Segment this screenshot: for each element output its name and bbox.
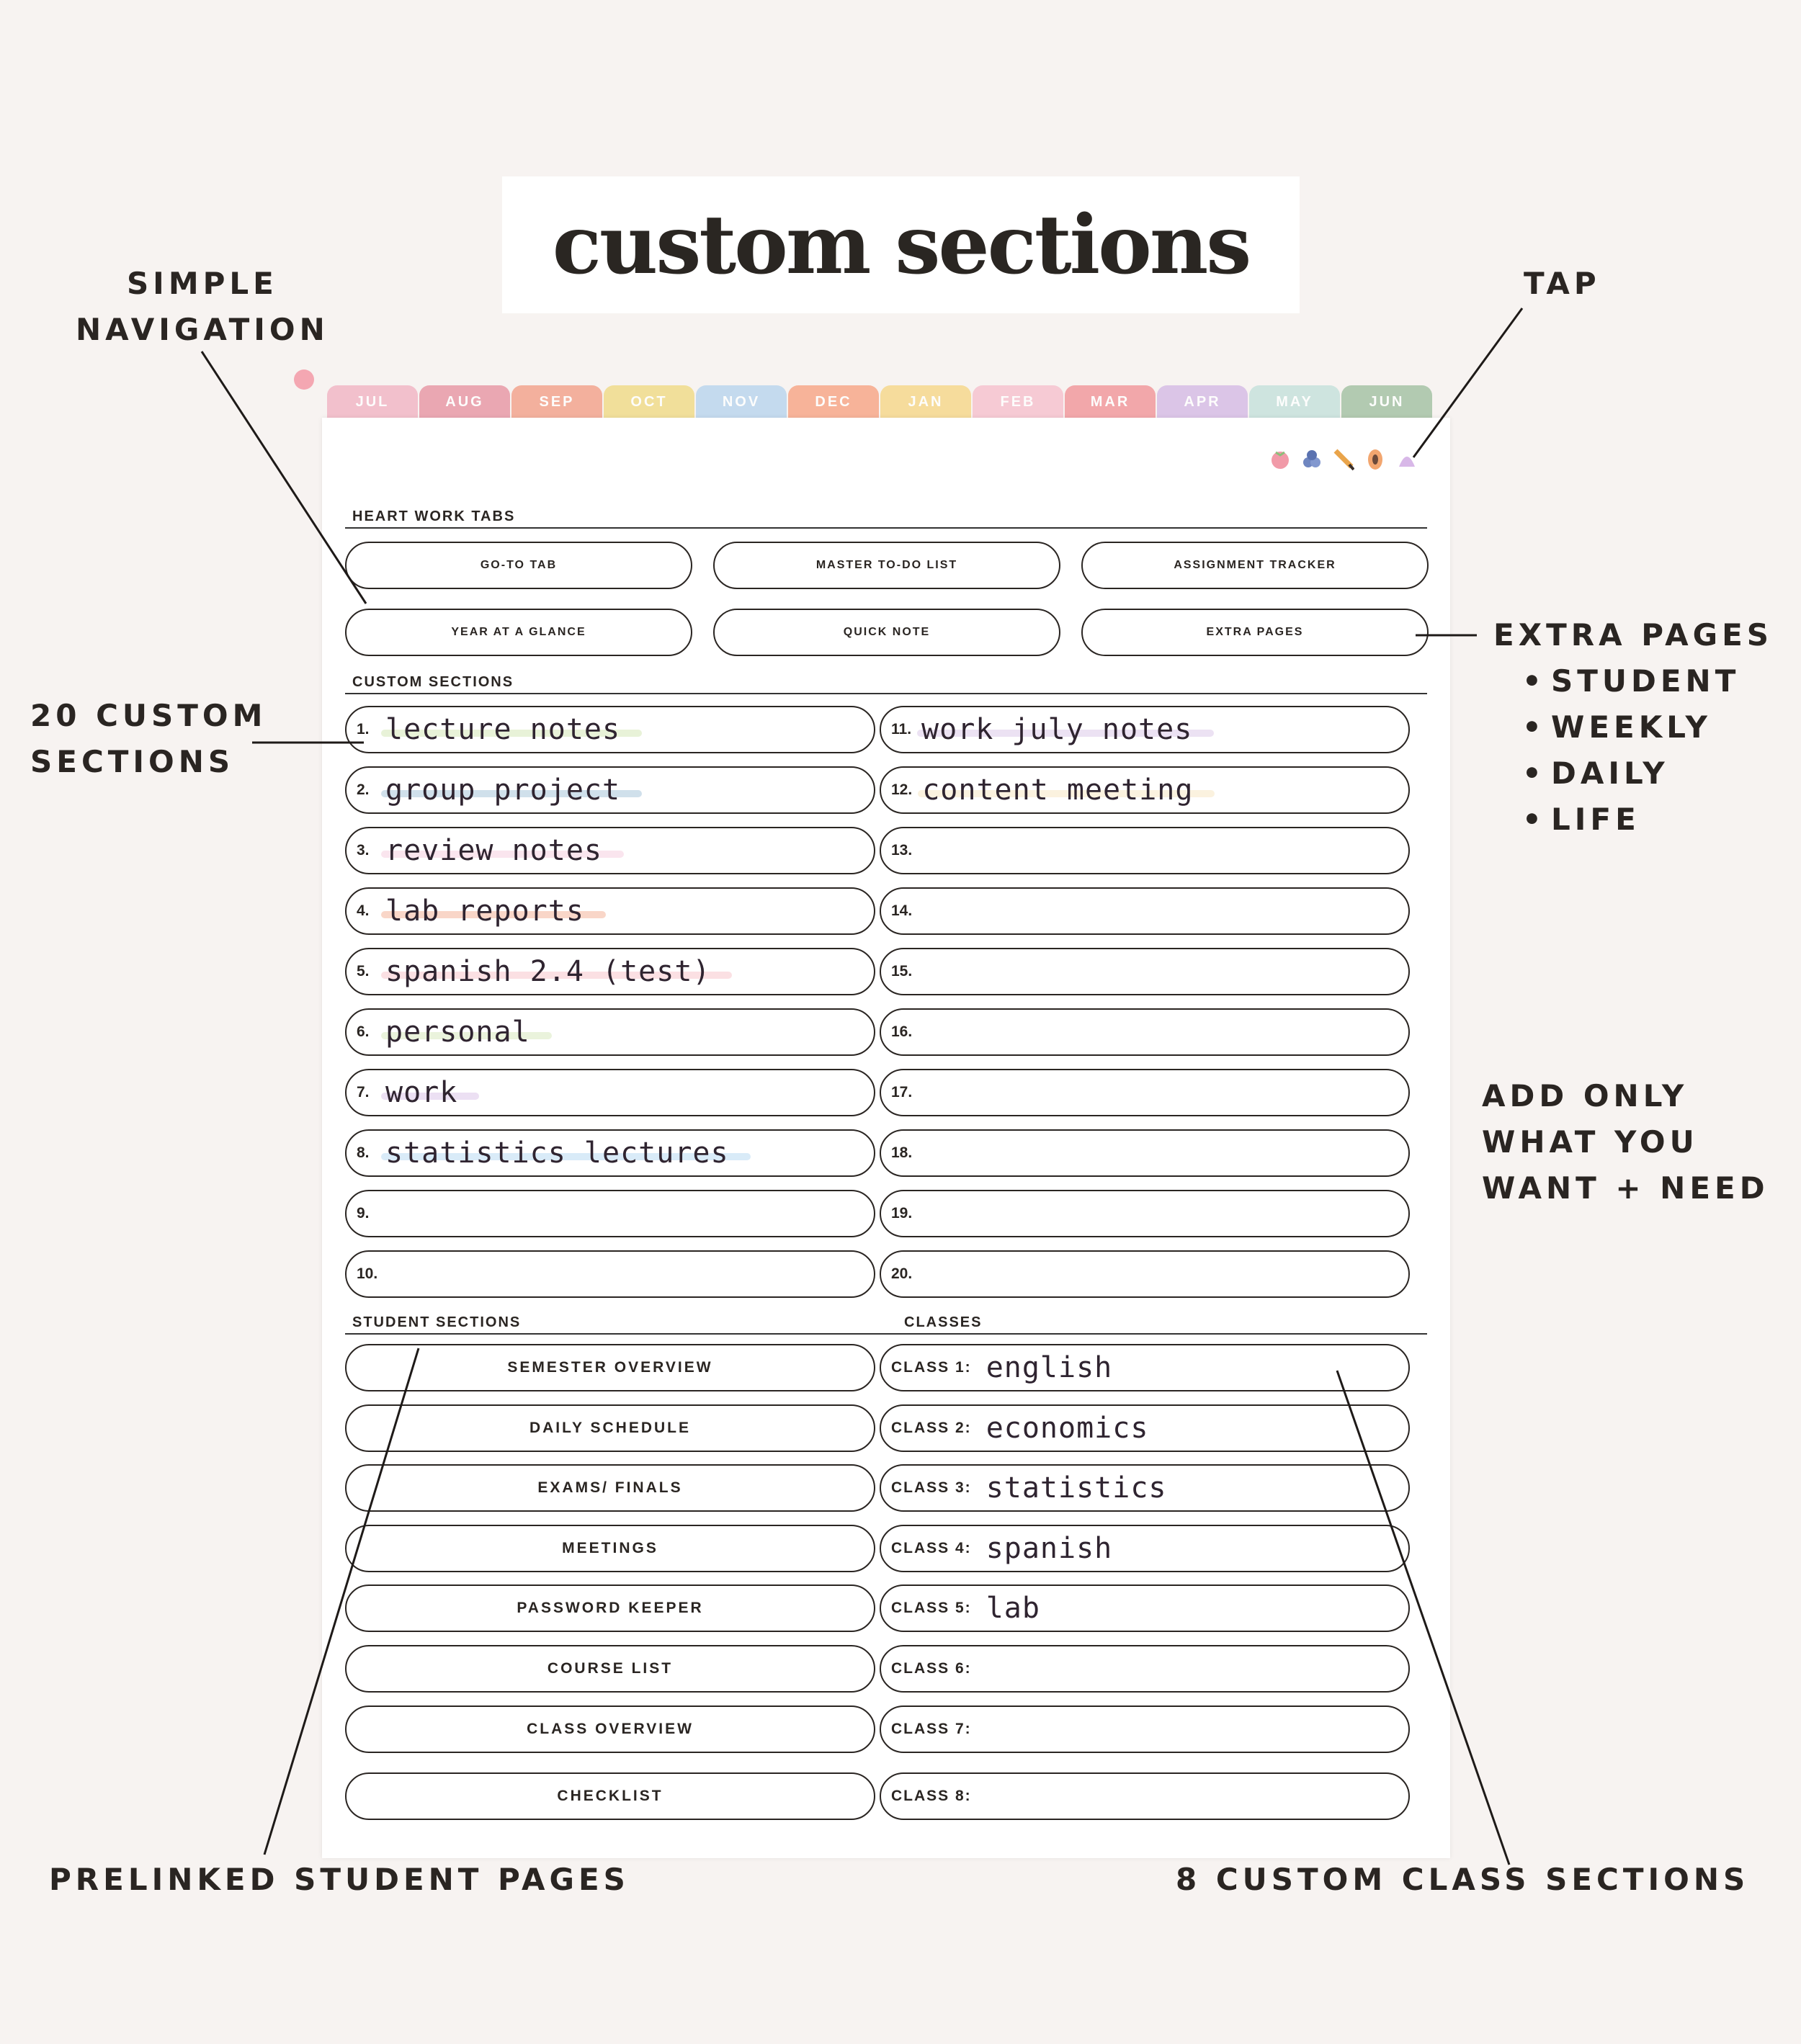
section-number: 10. (357, 1265, 378, 1282)
student-section-button[interactable]: CLASS OVERVIEW (345, 1705, 875, 1753)
section-number: 1. (357, 721, 370, 738)
month-tab-aug[interactable]: AUG (419, 385, 510, 418)
custom-section-field[interactable] (880, 948, 1410, 995)
month-tab-jan[interactable]: JAN (880, 385, 971, 418)
callout-item: • DAILY (1522, 750, 1773, 797)
planner-page (322, 418, 1450, 1858)
month-tabs (327, 385, 1434, 418)
student-section-button[interactable]: DAILY SCHEDULE (345, 1404, 875, 1452)
section-name-text: lab reports (385, 895, 584, 928)
custom-section-field[interactable] (880, 1008, 1410, 1056)
section-name (385, 713, 620, 746)
section-name (922, 774, 1193, 807)
section-number: 19. (891, 1205, 913, 1222)
heart-tab-button[interactable]: MASTER TO-DO LIST (713, 542, 1060, 589)
section-number: 4. (357, 902, 370, 919)
class-field[interactable] (880, 1645, 1410, 1693)
student-section-button[interactable]: SEMESTER OVERVIEW (345, 1344, 875, 1391)
class-label: CLASS 3: (891, 1479, 972, 1496)
callout-extra-pages (1493, 612, 1773, 843)
class-field[interactable] (880, 1404, 1410, 1452)
title-box (502, 176, 1300, 313)
custom-section-field[interactable] (880, 1190, 1410, 1237)
class-name: english (986, 1351, 1113, 1384)
callout-simple-navigation (76, 261, 329, 353)
month-tab-feb[interactable]: FEB (973, 385, 1063, 418)
section-rule (345, 1333, 1427, 1335)
section-name-text: lecture notes (385, 713, 621, 746)
month-tab-mar[interactable]: MAR (1065, 385, 1156, 418)
month-tab-apr[interactable]: APR (1157, 385, 1248, 418)
section-number: 8. (357, 1144, 370, 1161)
section-number: 14. (891, 902, 913, 919)
blueberries-icon[interactable] (1301, 447, 1323, 471)
custom-section-field[interactable] (880, 827, 1410, 874)
class-label: CLASS 2: (891, 1420, 972, 1436)
student-section-button[interactable]: EXAMS/ FINALS (345, 1464, 875, 1512)
section-name-text: personal (385, 1016, 530, 1049)
section-name (385, 1137, 729, 1170)
class-label: CLASS 6: (891, 1660, 972, 1677)
section-number: 9. (357, 1205, 370, 1222)
section-number: 15. (891, 963, 913, 980)
callout-line: NAVIGATION (76, 312, 329, 347)
student-section-button[interactable]: CHECKLIST (345, 1772, 875, 1820)
month-tab-jul[interactable]: JUL (327, 385, 418, 418)
class-field[interactable] (880, 1772, 1410, 1820)
custom-section-field[interactable] (345, 1069, 875, 1116)
section-name-text: review notes (385, 834, 602, 867)
class-field[interactable] (880, 1705, 1410, 1753)
custom-section-field[interactable] (345, 1250, 875, 1298)
class-name: spanish (986, 1532, 1113, 1565)
custom-section-field[interactable] (880, 1250, 1410, 1298)
heart-tab-button[interactable]: ASSIGNMENT TRACKER (1081, 542, 1429, 589)
student-section-button[interactable]: MEETINGS (345, 1525, 875, 1572)
callout-heading: EXTRA PAGES (1493, 617, 1774, 653)
section-name-text: group project (385, 774, 621, 807)
section-number: 3. (357, 842, 370, 859)
section-number: 6. (357, 1023, 370, 1040)
student-section-button[interactable]: COURSE LIST (345, 1645, 875, 1693)
section-name-text: content meeting (922, 774, 1194, 807)
pink-dot (294, 369, 314, 390)
student-section-button[interactable]: PASSWORD KEEPER (345, 1584, 875, 1632)
class-field[interactable] (880, 1525, 1410, 1572)
section-number: 20. (891, 1265, 913, 1282)
section-number: 13. (891, 842, 913, 859)
month-tab-oct[interactable]: OCT (604, 385, 694, 418)
month-tab-nov[interactable]: NOV (696, 385, 787, 418)
callout-item: • LIFE (1522, 797, 1773, 843)
callout-line: SECTIONS (30, 744, 235, 779)
section-name (385, 834, 602, 867)
heart-tab-button[interactable]: YEAR AT A GLANCE (345, 609, 692, 656)
sticker-icons (1269, 447, 1418, 471)
custom-section-field[interactable] (345, 827, 875, 874)
strawberry-icon[interactable] (1269, 447, 1291, 471)
custom-section-field[interactable] (345, 706, 875, 753)
class-label: CLASS 4: (891, 1540, 972, 1556)
callout-line: SIMPLE (126, 266, 278, 301)
section-heading: STUDENT SECTIONS (352, 1314, 522, 1330)
callout-item: • STUDENT (1522, 658, 1773, 704)
section-number: 2. (357, 781, 370, 798)
pencil-icon[interactable] (1333, 447, 1354, 471)
month-tab-sep[interactable]: SEP (511, 385, 602, 418)
heart-tab-button[interactable]: GO-TO TAB (345, 542, 692, 589)
month-tab-dec[interactable]: DEC (788, 385, 879, 418)
papaya-icon[interactable] (1364, 447, 1386, 471)
section-name-text: statistics lectures (385, 1137, 729, 1170)
callout-list (1493, 658, 1773, 843)
class-label: CLASS 5: (891, 1600, 972, 1616)
month-tab-jun[interactable]: JUN (1341, 385, 1432, 418)
shell-icon[interactable] (1396, 447, 1418, 471)
custom-section-field[interactable] (880, 766, 1410, 814)
page-title: custom sections (552, 197, 1250, 292)
heart-tab-button[interactable]: EXTRA PAGES (1081, 609, 1429, 656)
callout-line: WANT + NEED (1482, 1170, 1769, 1206)
heart-tab-button[interactable]: QUICK NOTE (713, 609, 1060, 656)
class-label: CLASS 8: (891, 1788, 972, 1804)
class-field[interactable] (880, 1464, 1410, 1512)
class-label: CLASS 1: (891, 1359, 972, 1376)
class-name: lab (986, 1592, 1040, 1625)
callout-class-sections: 8 CUSTOM CLASS SECTIONS (1176, 1862, 1750, 1897)
custom-section-field[interactable] (880, 1129, 1410, 1177)
section-number: 18. (891, 1144, 913, 1161)
custom-section-field[interactable] (345, 1129, 875, 1177)
section-name-text: work (385, 1076, 458, 1109)
section-number: 5. (357, 963, 370, 980)
section-name (385, 1076, 457, 1109)
section-number: 12. (891, 781, 913, 798)
callout-custom-sections (30, 693, 267, 785)
custom-section-field[interactable] (880, 887, 1410, 935)
custom-section-field[interactable] (345, 1190, 875, 1237)
callout-item: • WEEKLY (1522, 704, 1773, 750)
section-heading: CUSTOM SECTIONS (352, 674, 514, 690)
custom-section-field[interactable] (345, 766, 875, 814)
section-name-text: work july notes (921, 713, 1193, 746)
section-number: 17. (891, 1084, 913, 1101)
section-rule (345, 693, 1427, 694)
class-name: statistics (986, 1471, 1167, 1505)
callout-tap: TAP (1524, 266, 1601, 301)
section-name (385, 774, 620, 807)
callout-add-only (1482, 1073, 1769, 1211)
section-name (921, 713, 1192, 746)
section-number: 16. (891, 1023, 913, 1040)
class-field[interactable] (880, 1344, 1410, 1391)
callout-line: 20 CUSTOM (30, 698, 267, 733)
class-field[interactable] (880, 1584, 1410, 1632)
section-name (385, 955, 710, 988)
section-name (385, 895, 584, 928)
custom-section-field[interactable] (345, 1008, 875, 1056)
section-number: 7. (357, 1084, 370, 1101)
custom-section-field[interactable] (345, 887, 875, 935)
section-rule (345, 527, 1427, 529)
custom-section-field[interactable] (880, 706, 1410, 753)
callout-line: ADD ONLY (1482, 1078, 1689, 1113)
class-name: economics (986, 1412, 1149, 1445)
section-number: 11. (891, 721, 912, 738)
month-tab-may[interactable]: MAY (1249, 385, 1340, 418)
section-heading: HEART WORK TABS (352, 508, 516, 524)
custom-section-field[interactable] (880, 1069, 1410, 1116)
section-name-text: spanish 2.4 (test) (385, 955, 711, 988)
callout-line: WHAT YOU (1482, 1124, 1699, 1160)
section-name (385, 1016, 530, 1049)
class-label: CLASS 7: (891, 1721, 972, 1737)
callout-prelinked: PRELINKED STUDENT PAGES (49, 1862, 630, 1897)
section-heading: CLASSES (904, 1314, 983, 1330)
custom-section-field[interactable] (345, 948, 875, 995)
